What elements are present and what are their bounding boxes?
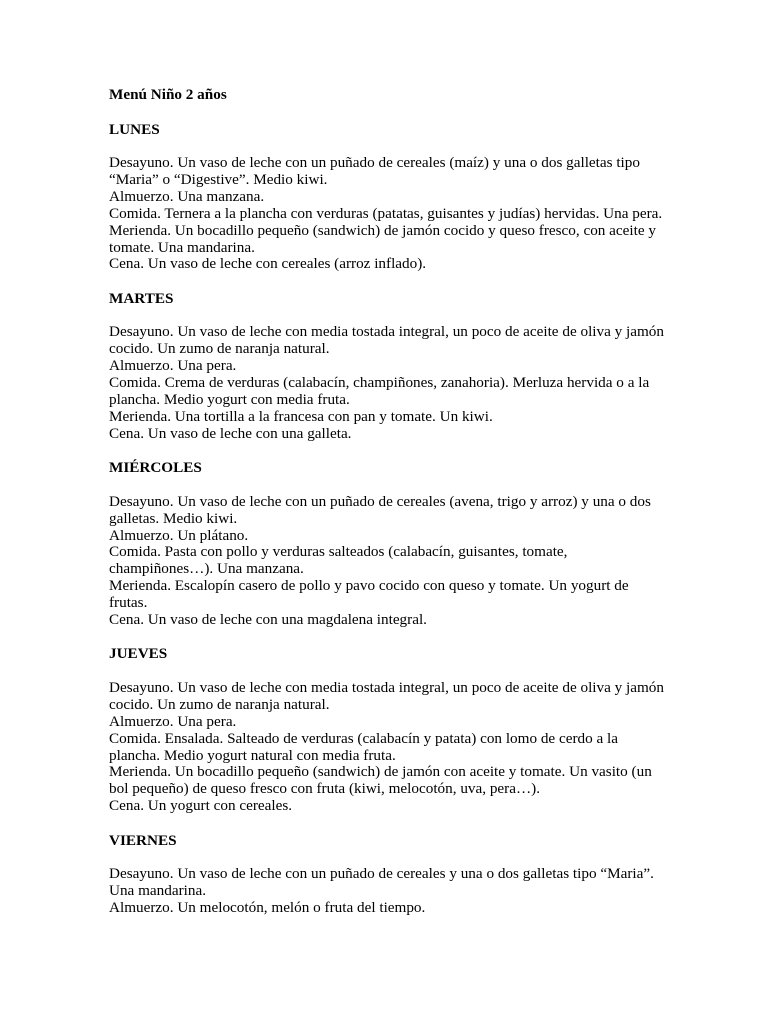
meal-merienda: Merienda. Un bocadillo pequeño (sandwich) de jamón cocido y queso fresco, con aceite y tomate. Una mandarina. [109,221,656,256]
meal-comida: Comida. Crema de verduras (calabacín, champiñones, zanahoria). Merluza hervida o a la plancha. Medio yogurt con media fruta. [109,374,650,408]
meal-cena: Cena. Un vaso de leche con una magdalena integral. [109,611,427,629]
meal-almuerzo: Almuerzo. Un plátano. [109,526,249,544]
meal-merienda: Merienda. Una tortilla a la francesa con pan y tomate. Un kiwi. [109,407,493,425]
day-heading-miercoles: MIÉRCOLES [109,459,202,477]
meal-merienda: Merienda. Un bocadillo pequeño (sandwich) de jamón con aceite y tomate. Un vasito (un bol pequeño) de queso fresco con fruta (kiwi, melocotón, uva, pera…). [109,763,652,798]
meal-comida: Comida. Ternera a la plancha con verduras (patatas, guisantes y judías) hervidas. Una pera. [109,204,663,222]
meal-cena: Cena. Un vaso de leche con cereales (arroz inflado). [109,255,427,273]
day-menu-viernes [109,866,669,917]
meal-cena: Cena. Un vaso de leche con una galleta. [109,424,352,442]
day-heading-jueves: JUEVES [109,645,168,663]
meal-almuerzo: Almuerzo. Una manzana. [109,187,265,205]
meal-comida: Comida. Pasta con pollo y verduras salteados (calabacín, guisantes, tomate, champiñones…). Una manzana. [109,543,568,578]
day-menu-jueves [109,680,669,815]
meal-almuerzo: Almuerzo. Una pera. [109,357,237,375]
day-heading-martes: MARTES [109,289,174,307]
day-menu-miercoles [109,494,669,629]
meal-desayuno: Desayuno. Un vaso de leche con media tostada integral, un poco de aceite de oliva y jamón cocido. Un zumo de naranja natural. [109,678,664,713]
day-menu-lunes [109,155,669,273]
meal-comida: Comida. Ensalada. Salteado de verduras (calabacín y patata) con lomo de cerdo a la plancha. Medio yogurt natural con media fruta. [109,729,618,764]
document-body [109,86,669,933]
page-title: Menú Niño 2 años [109,86,227,103]
meal-cena: Cena. Un yogurt con cereales. [109,797,293,815]
meal-almuerzo: Almuerzo. Un melocotón, melón o fruta del tiempo. [109,899,426,916]
meal-almuerzo: Almuerzo. Una pera. [109,712,237,730]
meal-desayuno: Desayuno. Un vaso de leche con un puñado de cereales (maíz) y una o dos galletas tipo “Maria” o “Digestive”. Medio kiwi. [109,154,640,188]
meal-desayuno: Desayuno. Un vaso de leche con un puñado de cereales y una o dos galletas tipo “Maria”. Una mandarina. [109,865,654,900]
day-heading-lunes: LUNES [109,120,160,138]
day-menu-martes [109,324,669,442]
day-heading-viernes: VIERNES [109,831,177,849]
meal-merienda: Merienda. Escalopín casero de pollo y pavo cocido con queso y tomate. Un yogurt de frutas. [109,577,629,612]
meal-desayuno: Desayuno. Un vaso de leche con media tostada integral, un poco de aceite de oliva y jamón cocido. Un zumo de naranja natural. [109,323,664,358]
meal-desayuno: Desayuno. Un vaso de leche con un puñado de cereales (avena, trigo y arroz) y una o dos galletas. Medio kiwi. [109,492,651,527]
